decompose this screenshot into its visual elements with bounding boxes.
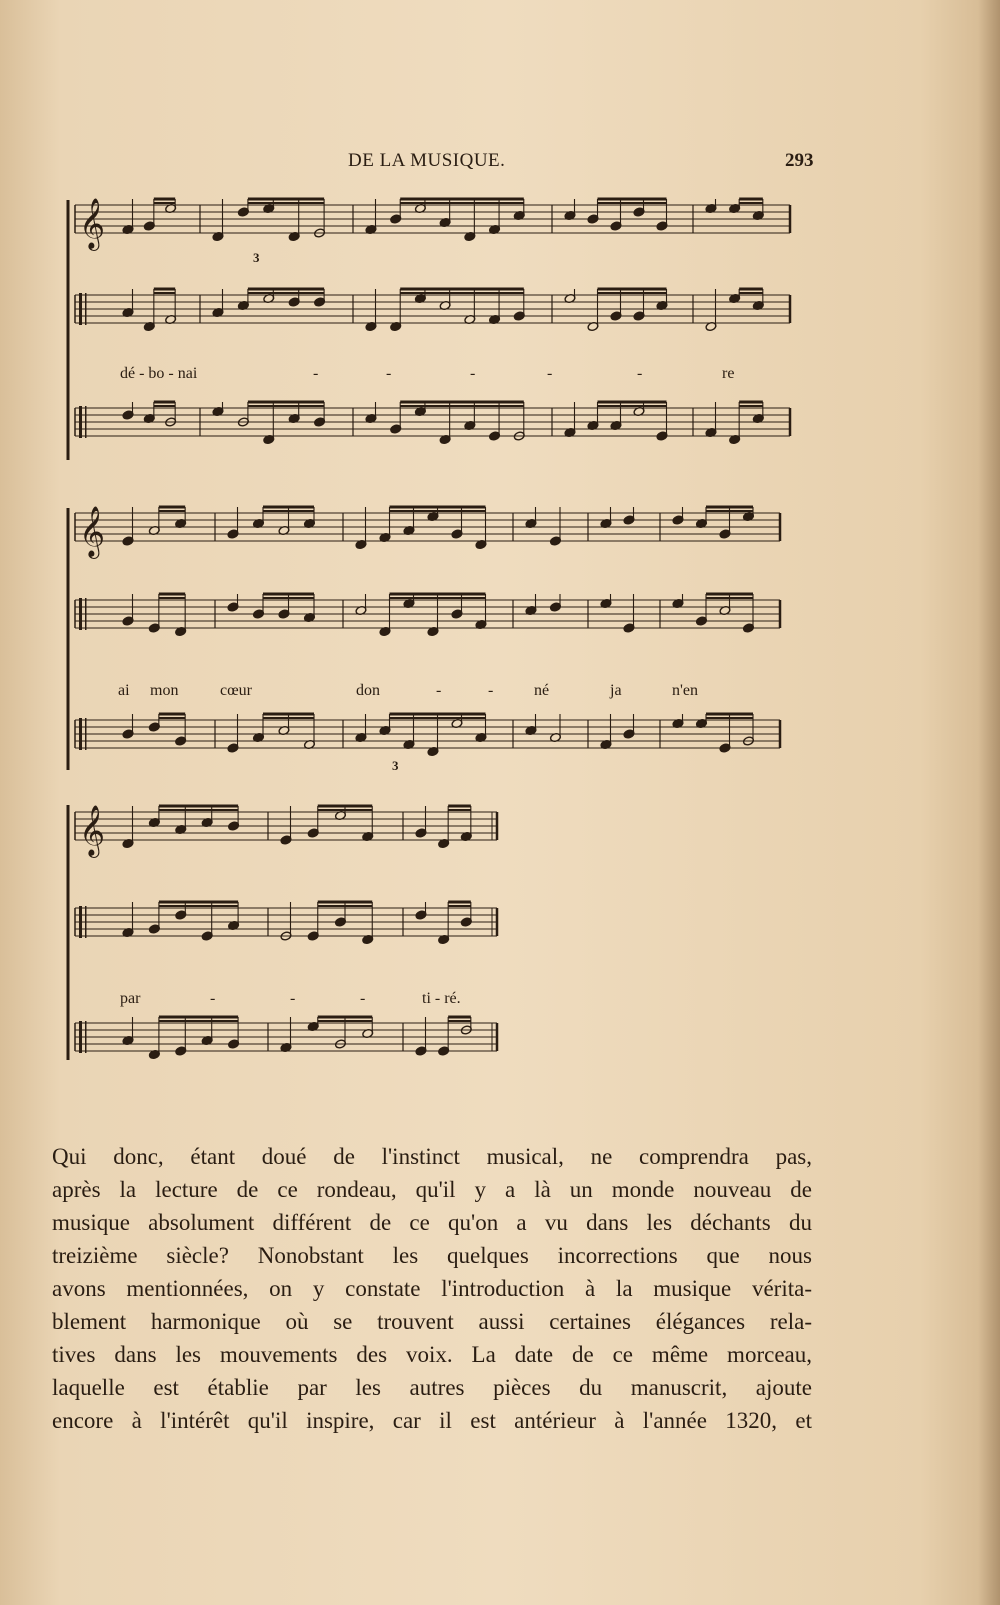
text-line: après la lecture de ce rondeau, qu'il y a là un monde nouveau de bbox=[52, 1177, 812, 1202]
lyric: mon bbox=[150, 682, 179, 699]
lyric: par bbox=[120, 990, 141, 1007]
triplet-mark: 3 bbox=[392, 758, 399, 773]
text-line: laquelle est établie par les autres pièces du manuscrit, ajoute bbox=[52, 1375, 812, 1400]
c-clef bbox=[85, 598, 87, 630]
lyric: - bbox=[436, 682, 442, 699]
lyric: - bbox=[637, 365, 643, 382]
lyric: ti - ré. bbox=[422, 990, 461, 1007]
text-line: avons mentionnées, on y constate l'introduction à la musique vérita- bbox=[52, 1276, 812, 1301]
c-clef bbox=[85, 293, 87, 325]
triplet-mark: 3 bbox=[253, 250, 260, 265]
page-number: 293 bbox=[785, 150, 814, 171]
c-clef bbox=[79, 598, 82, 630]
lyric: n'en bbox=[672, 682, 698, 699]
c-clef bbox=[85, 1021, 87, 1053]
treble-clef: 𝄞 bbox=[79, 198, 106, 249]
treble-clef: 𝄞 bbox=[79, 506, 106, 557]
lyric: ai bbox=[118, 682, 130, 699]
c-clef bbox=[79, 1021, 82, 1053]
c-clef bbox=[79, 718, 82, 750]
lyric: don bbox=[356, 682, 380, 699]
lyric: - bbox=[470, 365, 476, 382]
c-clef bbox=[79, 906, 82, 938]
running-head: DE LA MUSIQUE. bbox=[348, 150, 506, 171]
text-line: Qui donc, étant doué de l'instinct musical, ne comprendra pas, bbox=[52, 1144, 812, 1169]
lyric: - bbox=[313, 365, 319, 382]
lyric: - bbox=[210, 990, 216, 1007]
text-line: blement harmonique où se trouvent aussi certaines élégances rela- bbox=[52, 1309, 812, 1334]
treble-clef: 𝄞 bbox=[79, 805, 106, 856]
lyric: dé - bo - nai bbox=[120, 365, 198, 382]
text-line: treizième siècle? Nonobstant les quelques incorrections que nous bbox=[52, 1243, 812, 1268]
c-clef bbox=[85, 906, 87, 938]
c-clef bbox=[79, 293, 82, 325]
c-clef bbox=[85, 406, 87, 438]
lyric: - bbox=[386, 365, 392, 382]
lyric: ja bbox=[610, 682, 622, 699]
text-line: tives dans les mouvements des voix. La date de ce même morceau, bbox=[52, 1342, 812, 1367]
lyric: - bbox=[488, 682, 494, 699]
c-clef bbox=[85, 718, 87, 750]
c-clef bbox=[79, 406, 82, 438]
lyric: re bbox=[722, 365, 735, 382]
lyric: né bbox=[534, 682, 550, 699]
text-line: musique absolument différent de ce qu'on a vu dans les déchants du bbox=[52, 1210, 812, 1235]
lyric: - bbox=[360, 990, 366, 1007]
lyric: - bbox=[547, 365, 553, 382]
lyric: - bbox=[290, 990, 296, 1007]
lyric: cœur bbox=[220, 682, 252, 699]
text-line: encore à l'intérêt qu'il inspire, car il est antérieur à l'année 1320, et bbox=[52, 1408, 812, 1433]
body-text bbox=[52, 1140, 812, 1437]
